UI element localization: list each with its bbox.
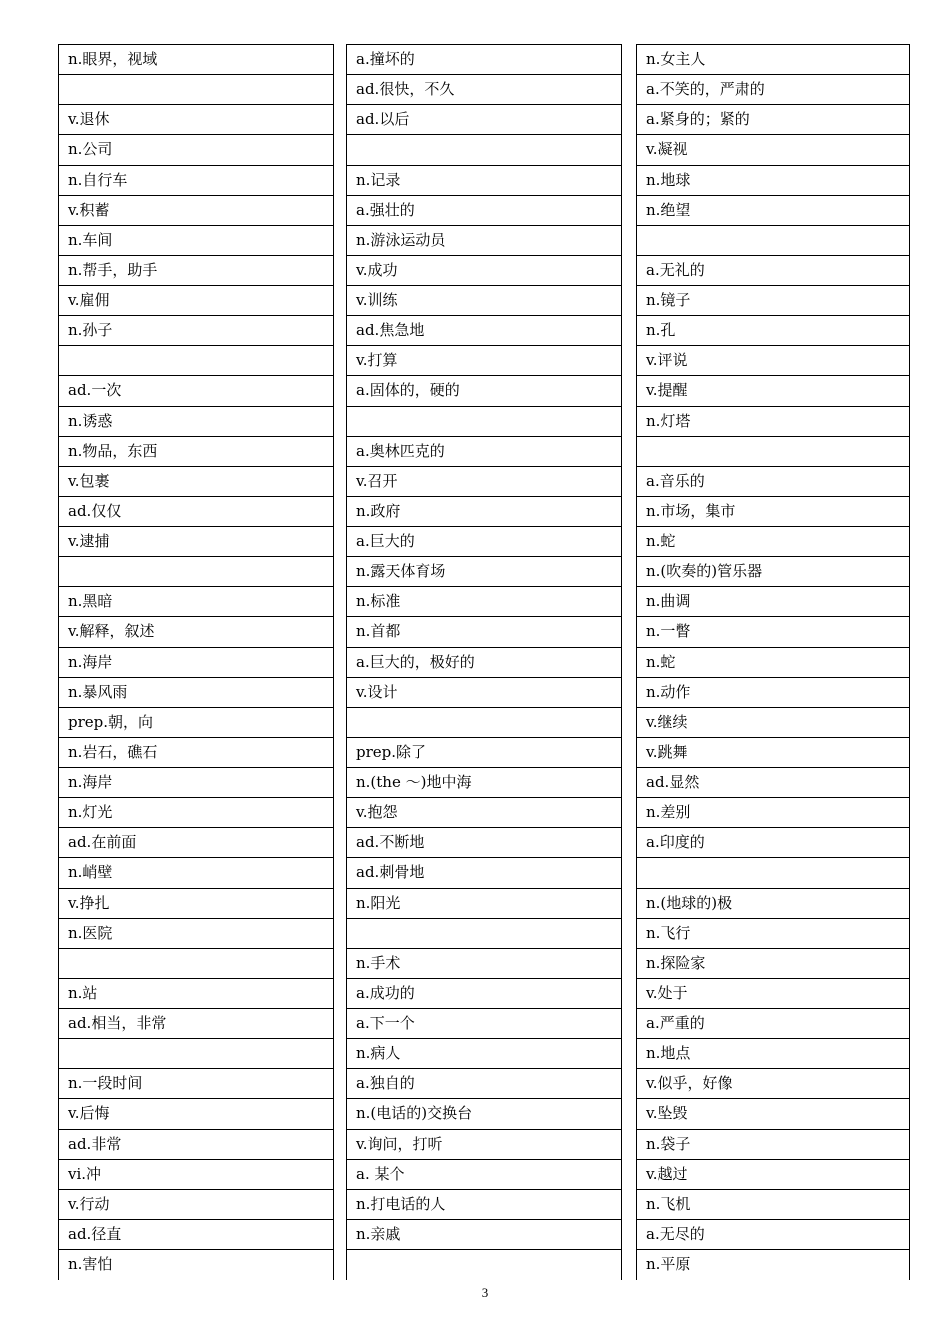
vocab-cell: a.紧身的；紧的 (637, 104, 909, 134)
vocab-cell: ad.径直 (59, 1219, 333, 1249)
vocab-cell (347, 1249, 621, 1279)
vocab-cell: n.平原 (637, 1249, 909, 1279)
vocab-cell: n.游泳运动员 (347, 225, 621, 255)
vocab-cell: v.坠毁 (637, 1098, 909, 1128)
vocab-cell (347, 918, 621, 948)
vocab-cell: n.医院 (59, 918, 333, 948)
vocab-cell: a.奥林匹克的 (347, 436, 621, 466)
vocab-cell: n.车间 (59, 225, 333, 255)
vocab-cell: vi.冲 (59, 1159, 333, 1189)
vocab-cell: v.逮捕 (59, 526, 333, 556)
vocab-cell: n.(电话的)交换台 (347, 1098, 621, 1128)
vocab-cell: ad.相当，非常 (59, 1008, 333, 1038)
vocab-cell: v.越过 (637, 1159, 909, 1189)
vocab-cell (637, 436, 909, 466)
vocab-cell: a.下一个 (347, 1008, 621, 1038)
vocab-cell: v.雇佣 (59, 285, 333, 315)
vocab-cell: v.评说 (637, 345, 909, 375)
vocab-cell: n.(地球的)极 (637, 888, 909, 918)
vocab-cell: v.跳舞 (637, 737, 909, 767)
vocab-cell: a.无礼的 (637, 255, 909, 285)
vocab-cell: n.蛇 (637, 647, 909, 677)
vocab-cell: ad.很快，不久 (347, 74, 621, 104)
vocab-cell: n.女主人 (637, 44, 909, 74)
vocab-cell (347, 406, 621, 436)
vocab-cell: n.政府 (347, 496, 621, 526)
vocab-cell: ad.显然 (637, 767, 909, 797)
vocab-cell: n.灯光 (59, 797, 333, 827)
vocab-cell: a.音乐的 (637, 466, 909, 496)
vocab-cell: a.成功的 (347, 978, 621, 1008)
vocab-cell: n.自行车 (59, 165, 333, 195)
vocab-cell: v.包裹 (59, 466, 333, 496)
vocab-cell: v.召开 (347, 466, 621, 496)
vocab-cell: a.独自的 (347, 1068, 621, 1098)
vocab-cell: v.询问，打听 (347, 1129, 621, 1159)
vocab-cell: a.强壮的 (347, 195, 621, 225)
vocab-cell (637, 857, 909, 887)
vocab-cell: ad.在前面 (59, 827, 333, 857)
vocab-cell: prep.除了 (347, 737, 621, 767)
vocab-cell (59, 345, 333, 375)
vocab-cell: n.手术 (347, 948, 621, 978)
vocab-cell (59, 948, 333, 978)
vocab-cell: v.处于 (637, 978, 909, 1008)
vocab-cell: v.训练 (347, 285, 621, 315)
vocab-cell: n.曲调 (637, 586, 909, 616)
vocab-cell: n.海岸 (59, 767, 333, 797)
vocab-cell: v.设计 (347, 677, 621, 707)
vocab-cell: n.病人 (347, 1038, 621, 1068)
vocab-cell: prep.朝，向 (59, 707, 333, 737)
vocab-cell: n.露天体育场 (347, 556, 621, 586)
vocab-cell (59, 1038, 333, 1068)
vocab-cell: a.无尽的 (637, 1219, 909, 1249)
vocab-cell: n.绝望 (637, 195, 909, 225)
vocab-cell: v.挣扎 (59, 888, 333, 918)
vocab-cell: a. 某个 (347, 1159, 621, 1189)
vocab-cell: v.似乎，好像 (637, 1068, 909, 1098)
vocab-cell: n.标准 (347, 586, 621, 616)
vocab-cell: v.成功 (347, 255, 621, 285)
vocab-cell: n.亲戚 (347, 1219, 621, 1249)
vocab-cell: n.孙子 (59, 315, 333, 345)
vocab-cell: v.退休 (59, 104, 333, 134)
vocab-cell: ad.不断地 (347, 827, 621, 857)
vocab-cell: n.一段时间 (59, 1068, 333, 1098)
vocab-cell: n.蛇 (637, 526, 909, 556)
vocab-cell: n.袋子 (637, 1129, 909, 1159)
vocab-cell: n.地球 (637, 165, 909, 195)
vocab-cell: n.峭壁 (59, 857, 333, 887)
vocab-cell: v.继续 (637, 707, 909, 737)
vocab-cell: n.地点 (637, 1038, 909, 1068)
vocab-cell: a.不笑的，严肃的 (637, 74, 909, 104)
vocab-cell: n.探险家 (637, 948, 909, 978)
vocab-cell (59, 74, 333, 104)
vocab-cell: v.提醒 (637, 375, 909, 405)
vocab-cell: a.固体的，硬的 (347, 375, 621, 405)
vocab-cell: n.灯塔 (637, 406, 909, 436)
vocab-cell: ad.非常 (59, 1129, 333, 1159)
page-number: 3 (481, 1285, 489, 1300)
vocab-cell: ad.焦急地 (347, 315, 621, 345)
vocab-cell: a.严重的 (637, 1008, 909, 1038)
vocab-cell: n.公司 (59, 134, 333, 164)
vocab-cell: n.害怕 (59, 1249, 333, 1279)
vocab-cell: v.积蓄 (59, 195, 333, 225)
vocab-cell (347, 707, 621, 737)
vocab-cell (59, 556, 333, 586)
vocab-cell: v.抱怨 (347, 797, 621, 827)
vocab-cell: v.打算 (347, 345, 621, 375)
vocab-cell: n.飞机 (637, 1189, 909, 1219)
vocab-cell: v.后悔 (59, 1098, 333, 1128)
vocab-cell: n.物品，东西 (59, 436, 333, 466)
vocab-cell: ad.刺骨地 (347, 857, 621, 887)
vocab-cell: n.站 (59, 978, 333, 1008)
vocab-cell: n.黑暗 (59, 586, 333, 616)
vocab-cell: n.暴风雨 (59, 677, 333, 707)
vocab-cell: a.印度的 (637, 827, 909, 857)
vocab-cell: n.孔 (637, 315, 909, 345)
vocab-cell: n.(the ～)地中海 (347, 767, 621, 797)
vocab-cell: n.帮手，助手 (59, 255, 333, 285)
vocab-cell: n.动作 (637, 677, 909, 707)
vocab-cell: n.阳光 (347, 888, 621, 918)
vocab-cell: a.撞坏的 (347, 44, 621, 74)
vocab-cell: n.首都 (347, 616, 621, 646)
vocab-cell: ad.仅仅 (59, 496, 333, 526)
vocab-column-3 (636, 44, 910, 1280)
vocab-cell: n.一瞥 (637, 616, 909, 646)
vocab-cell (347, 134, 621, 164)
vocab-cell: n.眼界，视域 (59, 44, 333, 74)
vocab-cell: n.岩石，礁石 (59, 737, 333, 767)
vocab-cell: v.凝视 (637, 134, 909, 164)
vocab-cell: ad.一次 (59, 375, 333, 405)
vocab-cell: n.飞行 (637, 918, 909, 948)
vocab-cell (637, 225, 909, 255)
vocab-cell: ad.以后 (347, 104, 621, 134)
vocab-cell: n.打电话的人 (347, 1189, 621, 1219)
vocab-cell: v.解释，叙述 (59, 616, 333, 646)
vocab-cell: n.海岸 (59, 647, 333, 677)
vocab-cell: n.差别 (637, 797, 909, 827)
vocab-column-1 (58, 44, 334, 1280)
vocab-cell: a.巨大的 (347, 526, 621, 556)
vocab-column-2 (346, 44, 622, 1280)
vocab-cell: n.(吹奏的)管乐器 (637, 556, 909, 586)
vocab-cell: n.市场，集市 (637, 496, 909, 526)
vocab-cell: a.巨大的，极好的 (347, 647, 621, 677)
vocab-cell: n.记录 (347, 165, 621, 195)
vocab-cell: n.诱惑 (59, 406, 333, 436)
vocab-cell: n.镜子 (637, 285, 909, 315)
vocab-cell: v.行动 (59, 1189, 333, 1219)
